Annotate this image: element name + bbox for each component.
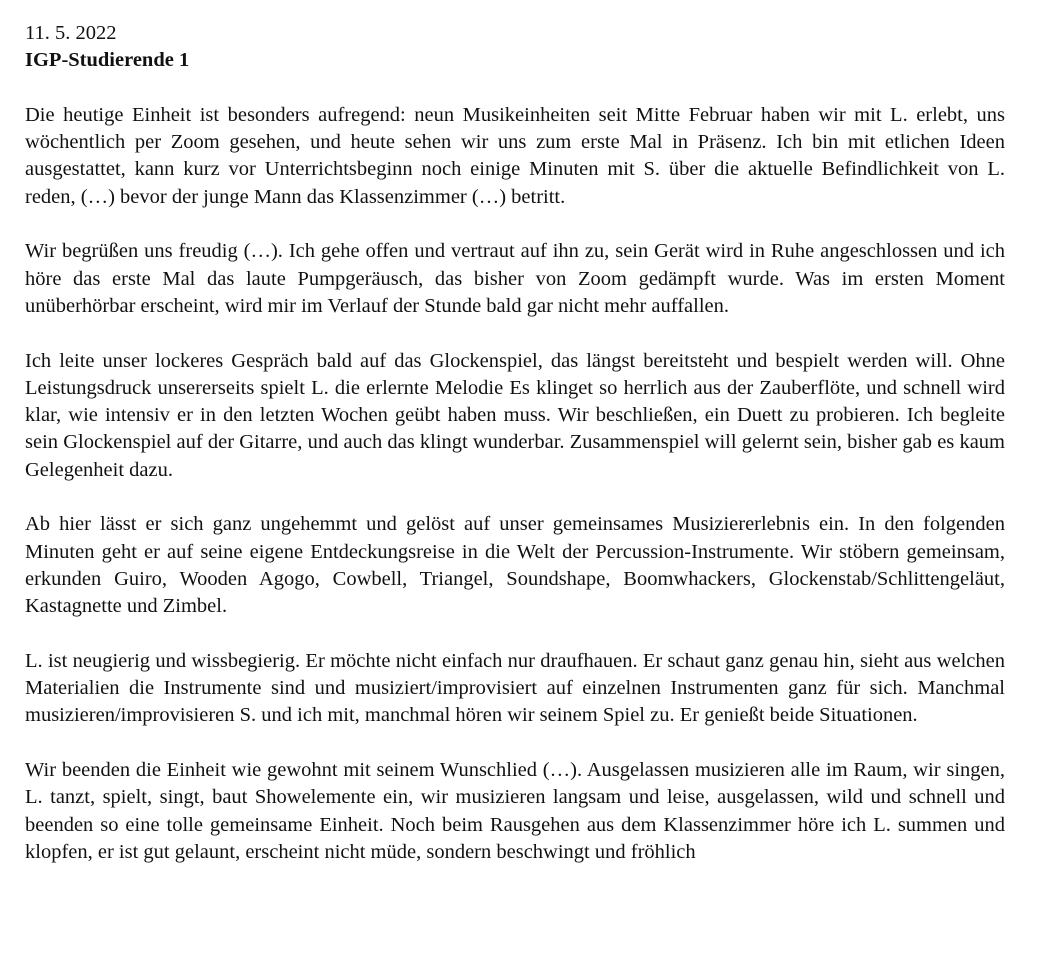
document-date: 11. 5. 2022 bbox=[25, 22, 117, 44]
paragraph-6: Wir beenden die Einheit wie gewohnt mit seinem Wunschlied (…). Ausgelassen musizieren alle im Raum, wir singen, L. tanzt, spielt, singt, baut Showelemente ein, wir musizieren langsam und leise, ausgelassen, wild und schnell und beenden so eine tolle gemeinsame Einheit. Noch beim Rausgehen aus dem Klassenzimmer höre ich L. summen und klopfen, er ist gut gelaunt, erscheint nicht müde, sondern beschwingt und fröhlich bbox=[25, 759, 1005, 863]
paragraph-3: Ich leite unser lockeres Gespräch bald auf das Glockenspiel, das längst bereitsteht und bespielt werden will. Ohne Leistungsdruck unsererseits spielt L. die erlernte Melodie Es klinget so herrlich aus der Zauberflöte, und schnell wird klar, wie intensiv er in den letzten Wochen geübt haben muss. Wir beschließen, ein Duett zu probieren. Ich begleite sein Glockenspiel auf der Gitarre, und auch das klingt wunderbar. Zusammenspiel will gelernt sein, bisher gab es kaum Gelegenheit dazu. bbox=[25, 349, 1005, 481]
paragraph-2: Wir begrüßen uns freudig (…). Ich gehe offen und vertraut auf ihn zu, sein Gerät wird in Ruhe angeschlossen und ich höre das erste Mal das laute Pumpgeräusch, das bisher von Zoom gedämpft wurde. Was im ersten Moment unüberhörbar erscheint, wird mir im Verlauf der Stunde bald gar nicht mehr auffallen. bbox=[25, 240, 1005, 317]
document-heading: IGP-Studierende 1 bbox=[25, 49, 190, 72]
paragraph-5: L. ist neugierig und wissbegierig. Er möchte nicht einfach nur draufhauen. Er schaut ganz genau hin, sieht aus welchen Materialien die Instrumente sind und musiziert/improvisiert auf einzelnen Instrumenten ganz für sich. Manchmal musizieren/improvisieren S. und ich mit, manchmal hören wir seinem Spiel zu. Er genießt beide Situationen. bbox=[25, 649, 1005, 727]
document-page bbox=[25, 20, 1005, 866]
paragraph-1: Die heutige Einheit ist besonders aufregend: neun Musikeinheiten seit Mitte Februar haben wir mit L. erlebt, uns wöchentlich per Zoom gesehen, und heute sehen wir uns zum erste Mal in Präsenz. Ich bin mit etlichen Ideen ausgestattet, kann kurz vor Unterrichtsbeginn noch einige Minuten mit S. über die aktuelle Befindlichkeit von L. reden, (…) bevor der junge Mann das Klassenzimmer (…) betritt. bbox=[25, 103, 1005, 208]
paragraph-4: Ab hier lässt er sich ganz ungehemmt und gelöst auf unser gemeinsames Musiziererlebnis ein. In den folgenden Minuten geht er auf seine eigene Entdeckungsreise in die Welt der Percussion-Instrumente. Wir stöbern gemeinsam, erkunden Guiro, Wooden Agogo, Cowbell, Triangel, Soundshape, Boomwhackers, Glockenstab/Schlittengeläut, Kastagnette und Zimbel. bbox=[25, 513, 1005, 618]
